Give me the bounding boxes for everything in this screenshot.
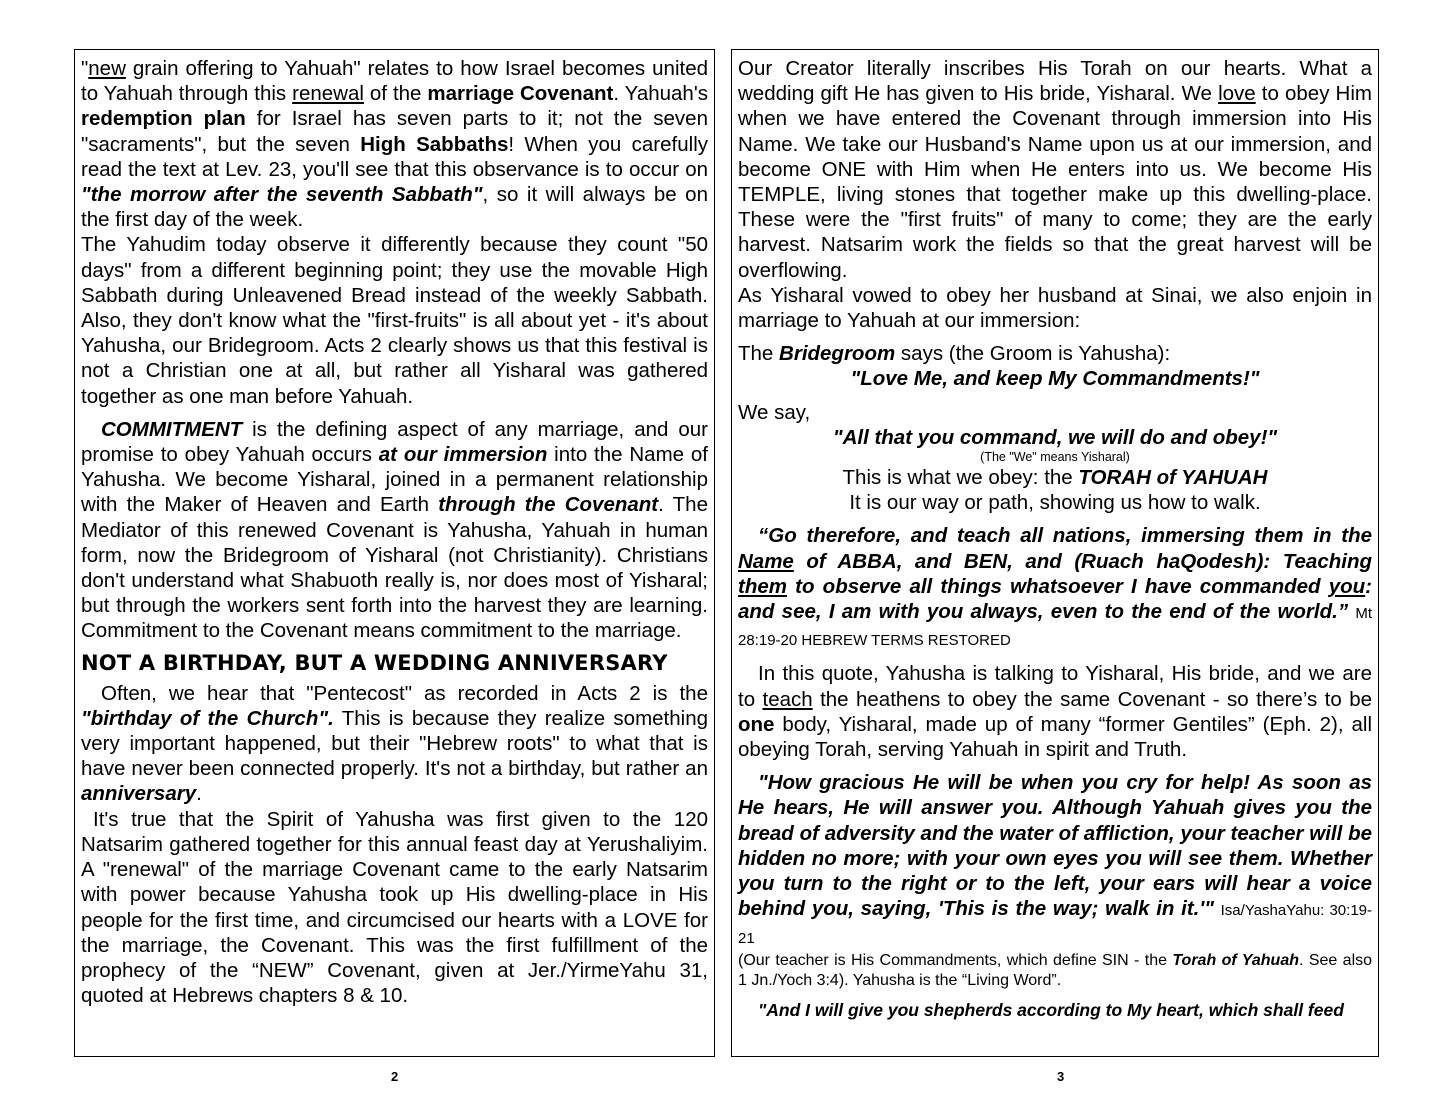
quote-line: "Love Me, and keep My Commandments!" xyxy=(850,367,1260,391)
paragraph xyxy=(81,681,708,807)
text: says (the Groom is Yahusha): xyxy=(895,342,1171,366)
bold-italic-text: TORAH of YAHUAH xyxy=(1078,466,1268,490)
bold-italic-text: Torah of Yahuah xyxy=(1172,951,1299,969)
quote-line: "All that you command, we will do and obey!" xyxy=(832,425,1278,449)
bold-text: one xyxy=(738,712,775,736)
page-number-left: 2 xyxy=(391,1069,399,1084)
bold-italic-text: COMMITMENT xyxy=(101,417,243,441)
page-number-right: 3 xyxy=(1057,1069,1065,1084)
text: for Israel has seven parts to it; not the seven "sacraments", but the seven xyxy=(81,107,708,156)
citation: Mt 28:19-20 HEBREW TERMS RESTORED xyxy=(738,605,1372,650)
paragraph xyxy=(738,56,1372,283)
paragraph xyxy=(81,56,708,232)
paragraph xyxy=(738,341,1372,366)
left-column xyxy=(74,49,715,1057)
scripture-quote xyxy=(738,770,1372,950)
text: . Yahuah's xyxy=(613,82,708,106)
text: “Go therefore, and teach all nations, immersing them in the xyxy=(758,524,1372,548)
underlined-text: new xyxy=(88,57,126,80)
bold-italic-text: "birthday of the Church". xyxy=(81,706,334,730)
underlined-text: you xyxy=(1328,574,1366,598)
text: In this quote, Yahusha is talking to Yisharal, His bride, and we are to xyxy=(738,662,1372,711)
text: ! When you carefully read the text at Lev. 23, you'll see that this observance is to occur on xyxy=(81,132,708,181)
text: of the xyxy=(363,82,428,106)
text: is the defining aspect of any marriage, and our promise to obey Yahuah occurs xyxy=(81,417,708,467)
text: to obey Him when we have entered the Covenant through immersion into His Name. We take our Husband's Name upon us at our immersion, and become ONE with Him when He enters into us. We become His TEMPLE, living stones that together make up this dwelling-place. These were the "first fruits" of many to come; they are the early harvest. Natsarim work the fields so that the great harvest will be overflowing. xyxy=(738,82,1372,282)
paragraph: It's true that the Spirit of Yahusha was first given to the 120 Natsarim gathered together for this annual feast day at Yerushaliyim. A "renewal" of the marriage Covenant came to the early Natsarim with power because Yahusha took up His dwelling-place in His people for the first time, and circumcised our hearts with a LOVE for the marriage, the Covenant. This was the first fulfillment of the prophecy of the “NEW” Covenant, given at Jer./YirmeYahu 31, quoted at Hebrews chapters 8 & 10. xyxy=(81,807,708,1008)
text: into the Name of Yahusha. We become Yisharal, joined in a permanent relationship with the Maker of Heaven and Earth xyxy=(81,443,708,517)
bold-text: High Sabbaths xyxy=(360,132,509,156)
bold-text: redemption plan xyxy=(81,107,246,131)
scripture-quote: "And I will give you shepherds according to My heart, which shall feed xyxy=(758,999,1344,1020)
text: This is because they realize something very important happened, but their "Hebrew roots" to what that is have never been connected properly. It's not a birthday, but rather an xyxy=(81,706,708,781)
bold-text: marriage Covenant xyxy=(427,82,614,106)
note xyxy=(738,951,1372,991)
underlined-text: them xyxy=(738,574,787,598)
bold-italic-text: through the Covenant xyxy=(438,493,659,517)
text: " xyxy=(81,57,89,80)
text: of ABBA, and BEN, and (Ruach haQodesh): Teaching xyxy=(793,549,1372,573)
paragraph: We say, xyxy=(738,400,811,424)
bold-italic-text: Bridegroom xyxy=(779,342,896,366)
scripture-quote xyxy=(738,523,1372,653)
small-note: (The "We" means Yisharal) xyxy=(980,450,1130,465)
text: . See also 1 Jn./Yoch 3:4). Yahusha is the “Living Word”. xyxy=(738,951,1373,989)
paragraph: As Yisharal vowed to obey her husband at Sinai, we also enjoin in marriage to Yahuah at our immersion: xyxy=(738,283,1372,333)
text: . xyxy=(196,782,202,806)
bold-italic-text: "How gracious He will be when you cry for help! As soon as He hears, He will answer you. Although Yahuah gives you the bread of adversity and the water of affliction, your teacher will be hidden no more; with your own eyes you will see them. Whether you turn to the right or to the left, your ears will hear a voice behind you, saying, 'This is the way; walk in it.'" xyxy=(738,771,1372,921)
text: . The Mediator of this renewed Covenant is Yahusha, Yahuah in human form, now the Bridegroom of Yisharal (not Christianity). Christians don't understand what Shabuoth really is, nor does most of Yisharal; but through the workers sent forth into the harvest they are learning. Commitment to the Covenant means commitment to the marriage. xyxy=(81,493,708,643)
text: , so it will always be on the first day of the week. xyxy=(81,183,708,232)
underlined-text: teach xyxy=(762,687,813,711)
bold-italic-text: at our immersion xyxy=(378,443,548,467)
right-column xyxy=(731,49,1379,1057)
text: the heathens to obey the same Covenant - so there’s to be xyxy=(812,687,1372,711)
text: Often, we hear that "Pentecost" as recorded in Acts 2 is the xyxy=(101,681,708,705)
text: body, Yisharal, made up of many “former Gentiles” (Eph. 2), all obeying Torah, serving Yahuah in spirit and Truth. xyxy=(738,712,1372,762)
paragraph: The Yahudim today observe it differently because they count "50 days" from a different beginning point; they use the movable High Sabbath during Unleavened Bread instead of the weekly Sabbath. Also, they don't know what the "first-fruits" is all about yet - it's about Yahusha, our Bridegroom. Acts 2 clearly shows us that this festival is not a Christian one at all, but rather all Yisharal was gathered together as one man before Yahuah. xyxy=(81,233,708,408)
underlined-text: love xyxy=(1218,82,1256,106)
underlined-text: Name xyxy=(738,549,794,573)
text: This is what we obey: the xyxy=(842,466,1079,490)
bold-italic-text: anniversary xyxy=(81,782,197,806)
underlined-text: renewal xyxy=(292,82,364,106)
paragraph xyxy=(738,661,1372,762)
paragraph xyxy=(738,465,1372,490)
text: (Our teacher is His Commandments, which define SIN - the xyxy=(738,951,1173,969)
text: The xyxy=(738,342,780,366)
citation: Isa/YashaYahu: 30:19-21 xyxy=(738,902,1373,947)
paragraph xyxy=(81,417,708,644)
text: : and see, I am with you always, even to the end of the world.” xyxy=(738,574,1372,624)
bold-italic-text: "the morrow after the seventh Sabbath" xyxy=(81,183,483,207)
paragraph: It is our way or path, showing us how to walk. xyxy=(849,491,1261,515)
text: Our Creator literally inscribes His Torah on our hearts. What a wedding gift He has given to His bride, Yisharal. We xyxy=(738,57,1372,106)
section-heading: NOT A BIRTHDAY, BUT A WEDDING ANNIVERSARY xyxy=(81,650,668,675)
text: to observe all things whatsoever I have commanded xyxy=(786,574,1329,598)
text: grain offering to Yahuah" relates to how Israel becomes united to Yahuah through this xyxy=(81,57,708,106)
